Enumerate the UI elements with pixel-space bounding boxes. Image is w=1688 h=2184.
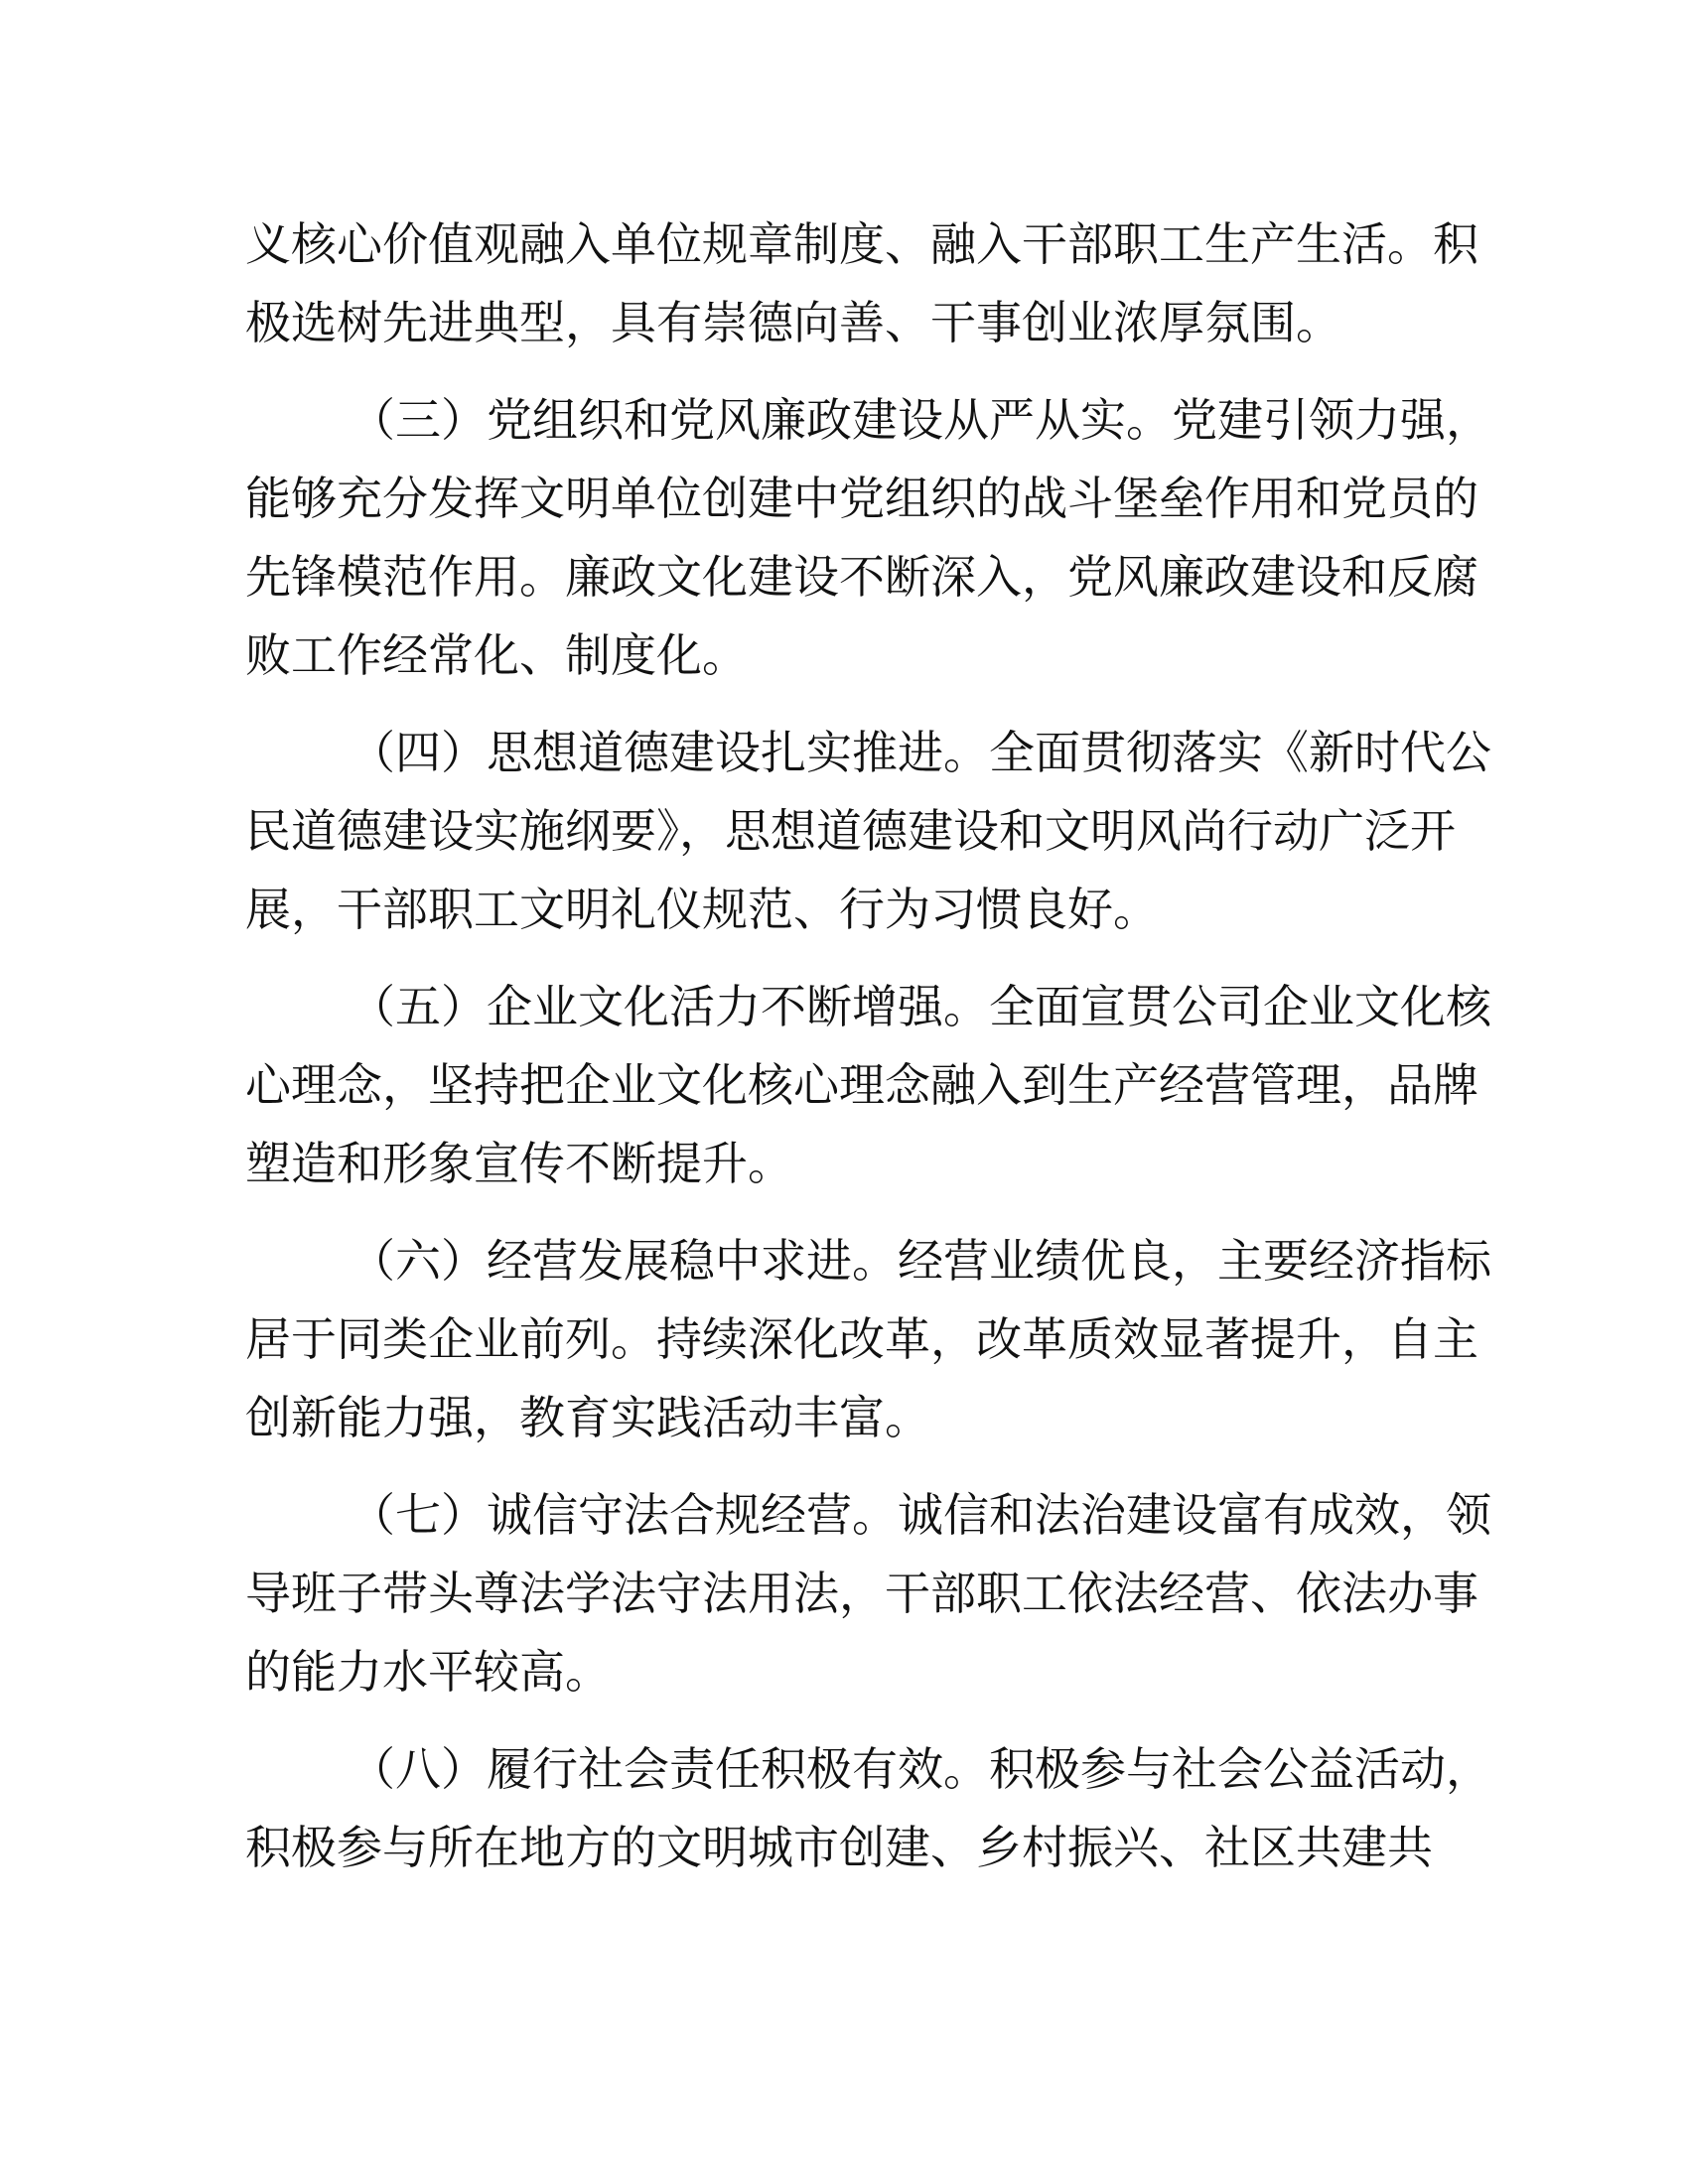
text-line: 能够充分发挥文明单位创建中党组织的战斗堡垒作用和党员的 — [245, 472, 1478, 525]
text-line: 居于同类企业前列。持续深化改革，改革质效显著提升，自主 — [245, 1312, 1478, 1366]
text-line: （六）经营发展稳中求进。经营业绩优良，主要经济指标 — [350, 1234, 1491, 1288]
paragraph-business-development — [245, 1222, 1491, 1457]
text-line: 心理念，坚持把企业文化核心理念融入到生产经营管理，品牌 — [245, 1058, 1478, 1112]
text-line: 的能力水平较高。 — [245, 1645, 611, 1699]
text-line: 极选树先进典型，具有崇德向善、干事创业浓厚氛围。 — [245, 296, 1341, 349]
paragraph-corporate-culture — [245, 968, 1491, 1203]
text-line: 义核心价值观融入单位规章制度、融入干部职工生产生活。积 — [245, 217, 1478, 271]
text-line: 塑造和形象宣传不断提升。 — [245, 1137, 793, 1190]
text-line: （四）思想道德建设扎实推进。全面贯彻落实《新时代公 — [350, 726, 1491, 779]
paragraph-social-responsibility — [245, 1730, 1491, 1887]
document-body — [245, 205, 1491, 1887]
text-line: 民道德建设实施纲要》，思想道德建设和文明风尚行动广泛开 — [245, 804, 1456, 858]
text-line: 创新能力强，教育实践活动丰富。 — [245, 1391, 930, 1444]
text-line: （三）党组织和党风廉政建设从严从实。党建引领力强， — [350, 393, 1491, 447]
text-line: （五）企业文化活力不断增强。全面宣贯公司企业文化核 — [350, 980, 1491, 1033]
text-line: 展，干部职工文明礼仪规范、行为习惯良好。 — [245, 883, 1159, 936]
text-line: 积极参与所在地方的文明城市创建、乡村振兴、社区共建共 — [245, 1821, 1433, 1874]
text-line: 导班子带头尊法学法守法用法，干部职工依法经营、依法办事 — [245, 1567, 1478, 1620]
paragraph-ideological-morality — [245, 714, 1491, 949]
text-line: 败工作经常化、制度化。 — [245, 628, 748, 682]
paragraph-continuation — [245, 205, 1478, 362]
paragraph-party-organization — [245, 381, 1491, 695]
text-line: 先锋模范作用。廉政文化建设不断深入，党风廉政建设和反腐 — [245, 550, 1478, 604]
text-line: （八）履行社会责任积极有效。积极参与社会公益活动， — [350, 1742, 1491, 1796]
paragraph-integrity-compliance — [245, 1476, 1491, 1711]
text-line: （七）诚信守法合规经营。诚信和法治建设富有成效，领 — [350, 1488, 1491, 1542]
